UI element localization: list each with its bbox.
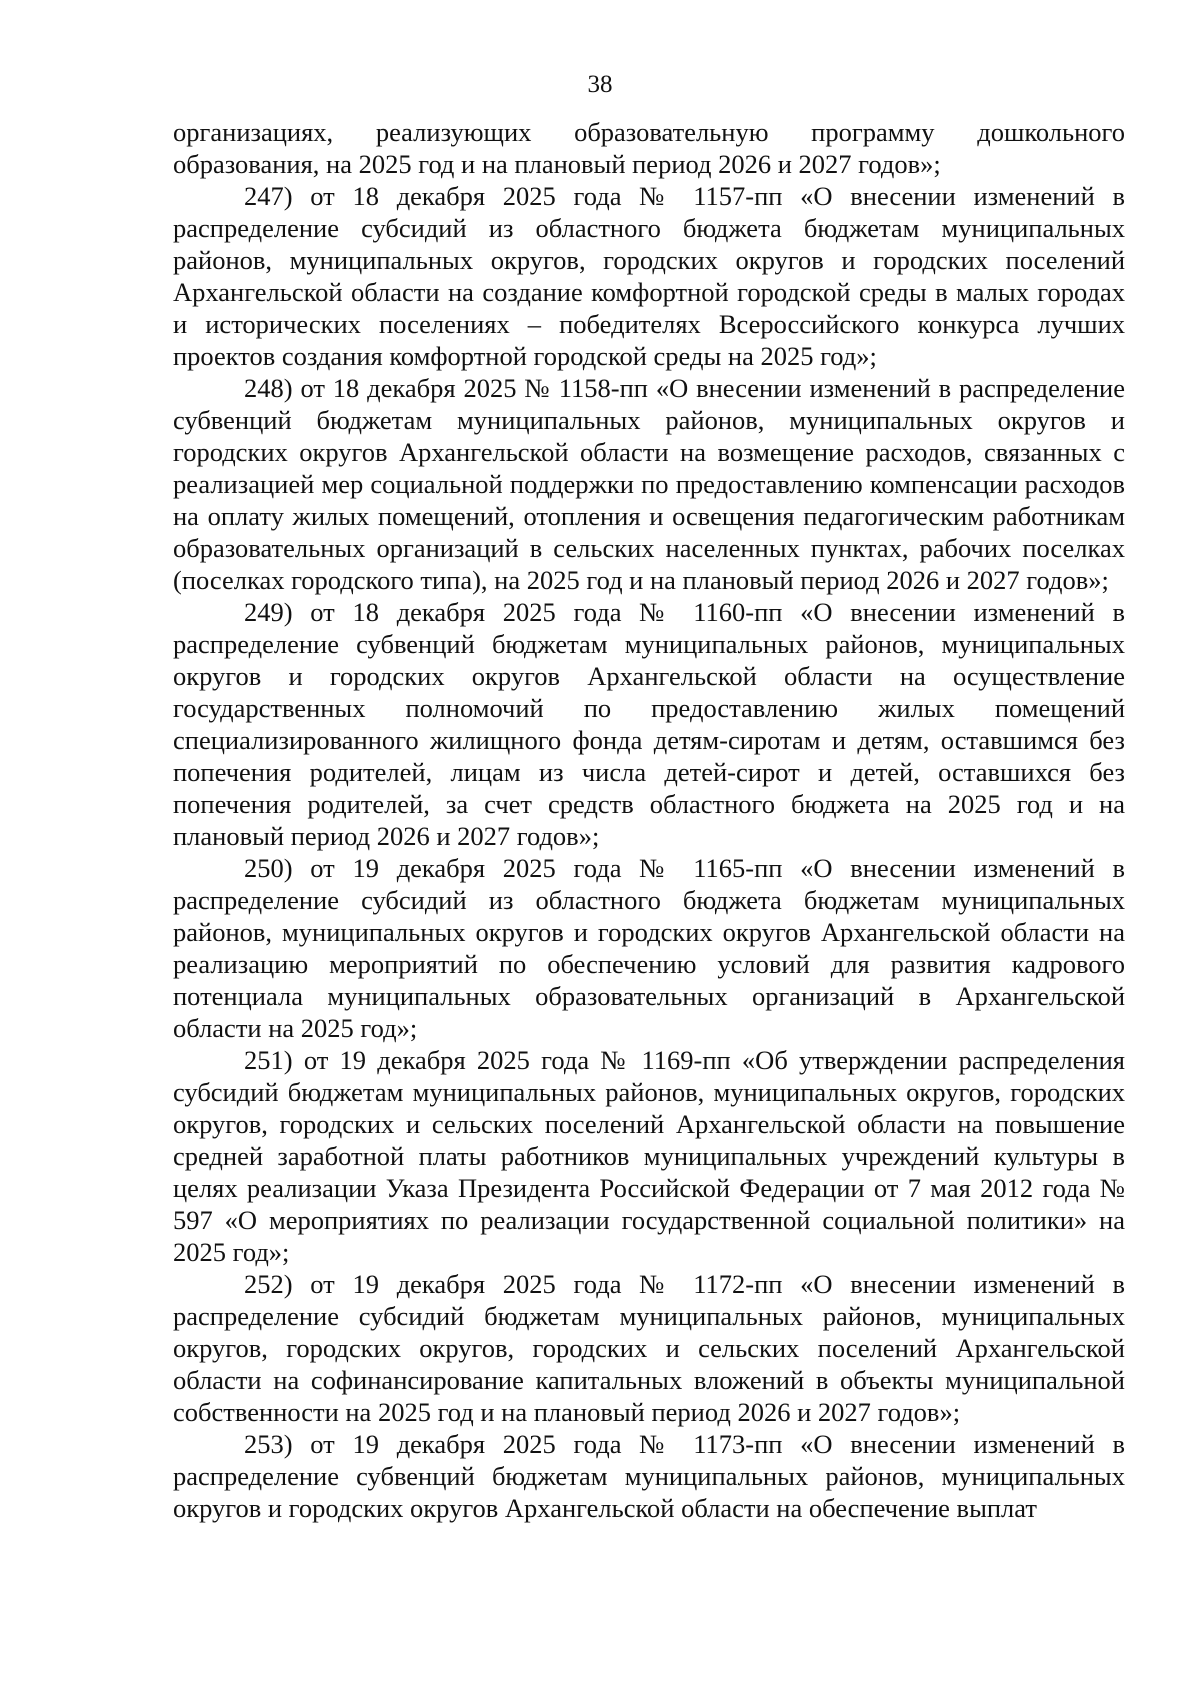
continuation-paragraph: организациях, реализующих образовательную программу дошкольного образования, на 2025 год и на плановый период 2026 и 2027 годов»; [173,117,1125,179]
document-body [173,116,1125,1524]
list-item: 251) от 19 декабря 2025 года № 1169-пп «Об утверждении распределения субсидий бюджетам муниципальных районов, муниципальных округов, городских округов, городских и сельских поселений Архангельской области на повышение средней заработной платы работников муниципальных учреждений культуры в целях реализации Указа Президента Российской Федерации от 7 мая 2012 года № 597 «О мероприятиях по реализации государственной социальной политики» на 2025 год»; [173,1045,1125,1267]
list-item: 250) от 19 декабря 2025 года № 1165-пп «О внесении изменений в распределение субсидий из областного бюджета бюджетам муниципальных районов, муниципальных округов и городских округов Архангельской области на реализацию мероприятий по обеспечению условий для развития кадрового потенциала муниципальных образовательных организаций в Архангельской области на 2025 год»; [173,853,1125,1043]
list-item: 253) от 19 декабря 2025 года № 1173-пп «О внесении изменений в распределение субвенций бюджетам муниципальных районов, муниципальных округов и городских округов Архангельской области на обеспечение выплат [173,1429,1125,1523]
list-item: 248) от 18 декабря 2025 № 1158-пп «О внесении изменений в распределение субвенций бюджетам муниципальных районов, муниципальных округов и городских округов Архангельской области на возмещение расходов, связанных с реализацией мер социальной поддержки по предоставлению компенсации расходов на оплату жилых помещений, отопления и освещения педагогическим работникам образовательных организаций в сельских населенных пунктах, рабочих поселках (поселках городского типа), на 2025 год и на плановый период 2026 и 2027 годов»; [173,373,1125,595]
list-item: 249) от 18 декабря 2025 года № 1160-пп «О внесении изменений в распределение субвенций бюджетам муниципальных районов, муниципальных округов и городских округов Архангельской области на осуществление государственных полномочий по предоставлению жилых помещений специализированного жилищного фонда детям-сиротам и детям, оставшимся без попечения родителей, лицам из числа детей-сирот и детей, оставшихся без попечения родителей, за счет средств областного бюджета на 2025 год и на плановый период 2026 и 2027 годов»; [173,597,1125,851]
list-item: 252) от 19 декабря 2025 года № 1172-пп «О внесении изменений в распределение субсидий бюджетам муниципальных районов, муниципальных округов, городских округов, городских и сельских поселений Архангельской области на софинансирование капитальных вложений в объекты муниципальной собственности на 2025 год и на плановый период 2026 и 2027 годов»; [173,1269,1125,1427]
page-number: 38 [587,71,613,98]
list-item: 247) от 18 декабря 2025 года № 1157-пп «О внесении изменений в распределение субсидий из областного бюджета бюджетам муниципальных районов, муниципальных округов, городских округов и городских поселений Архангельской области на создание комфортной городской среды в малых городах и исторических поселениях – победителях Всероссийского конкурса лучших проектов создания комфортной городской среды на 2025 год»; [173,181,1125,371]
